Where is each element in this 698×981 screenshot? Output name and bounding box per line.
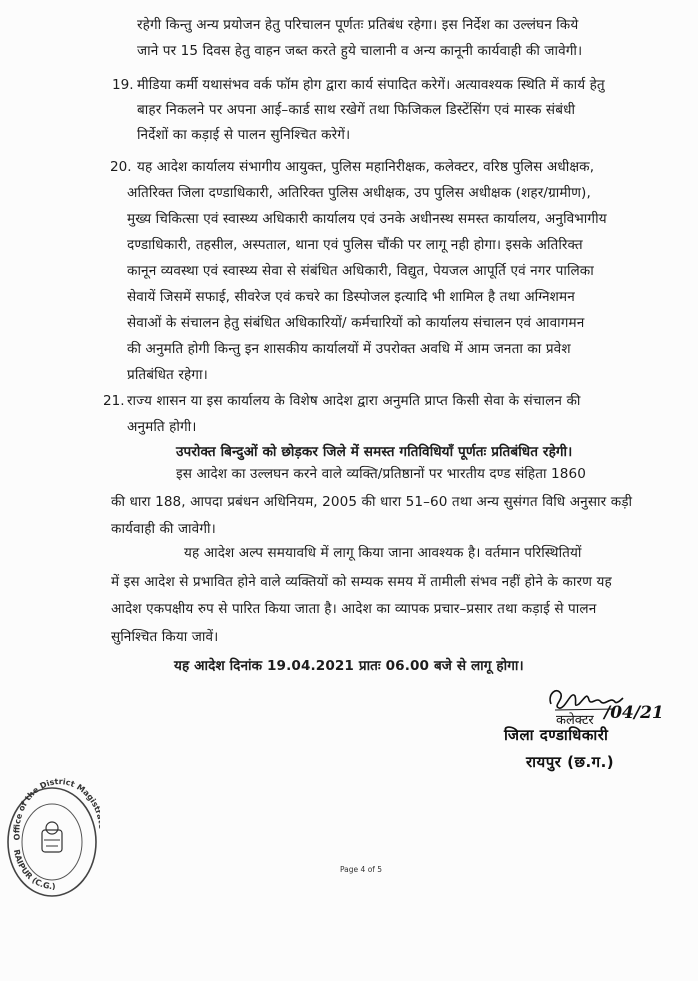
item-number: 20.	[110, 159, 132, 175]
page-number: Page 4 of 5	[340, 865, 383, 874]
body-line: कार्यवाही की जावेगी।	[111, 521, 216, 537]
body-line: राज्य शासन या इस कार्यालय के विशेष आदेश द्वारा अनुमति प्राप्त किसी सेवा के संचालन की	[127, 393, 581, 409]
body-line: अनुमति होगी।	[127, 419, 197, 435]
body-line: कानून व्यवस्था एवं स्वास्थ्य सेवा से संबंधित अधिकारी, विद्युत, पेयजल आपूर्ति एवं नगर पालिका	[127, 263, 594, 279]
body-line: आदेश एकपक्षीय रुप से पारित किया जाता है। आदेश का व्यापक प्रचार–प्रसार तथा कड़ाई से पालन	[111, 601, 597, 617]
body-line: सेवाओं के संचालन हेतु संबंधित अधिकारियों/ कर्मचारियों को कार्यालय संचालन एवं आवागमन	[127, 315, 585, 331]
body-line: सेवायें जिसमें सफाई, सीवरेज एवं कचरे का डिस्पोजल इत्यादि भी शामिल है तथा अग्निशमन	[127, 289, 575, 305]
body-line: बाहर निकलने पर अपना आई–कार्ड साथ रखेगें तथा फिजिकल डिस्टेंसिंग एवं मास्क संबंधी	[137, 102, 576, 118]
body-line: सुनिश्चित किया जावें।	[111, 629, 219, 645]
stamp-place: रायपुर (छ.ग.)	[526, 753, 615, 771]
designation-label: कलेक्टर	[556, 713, 594, 728]
body-line: निर्देशों का कड़ाई से पालन सुनिश्चित करेगें।	[137, 127, 351, 143]
svg-text:RAIPUR (C.G.): RAIPUR (C.G.)	[11, 848, 56, 892]
body-line: रहेगी किन्तु अन्य प्रयोजन हेतु परिचालन पूर्णतः प्रतिबंध रहेगा। इस निर्देश का उल्लंघन किये	[137, 17, 579, 33]
svg-text:Office of the District Magistr: Office of the District Magis	[12, 777, 100, 841]
body-line: मुख्य चिकित्सा एवं स्वास्थ्य अधिकारी कार्यालय एवं उनके अधीनस्थ समस्त कार्यालय, अनुविभागीय	[127, 211, 607, 227]
closing-statement: उपरोक्त बिन्दुओं को छोड़कर जिले में समस्त गतिविधियॉं पूर्णतः प्रतिबंधित रहेगी।	[176, 444, 573, 460]
body-line: में इस आदेश से प्रभावित होने वाले व्यक्तियों को सम्यक समय में तामीली संभव नहीं होने के कारण यह	[111, 574, 612, 590]
handwritten-date: /04/21	[604, 703, 664, 723]
office-seal-image	[2, 770, 100, 900]
body-line: की धारा 188, आपदा प्रबंधन अधिनियम, 2005 की धारा 51–60 तथा अन्य सुसंगत विधि अनुसार कड़ी	[111, 494, 633, 510]
body-line: यह आदेश अल्प समयावधि में लागू किया जाना आवश्यक है। वर्तमान परिस्थितियों	[184, 545, 582, 561]
body-line: इस आदेश का उल्लघन करने वाले व्यक्ति/प्रतिष्ठानों पर भारतीय दण्ड संहिता 1860	[176, 466, 587, 482]
stamp-title: जिला दण्डाधिकारी	[504, 726, 609, 744]
body-line: यह आदेश कार्यालय संभागीय आयुक्त, पुलिस महानिरीक्षक, कलेक्टर, वरिष्ठ पुलिस अधीक्षक,	[137, 159, 595, 175]
body-line: की अनुमति होगी किन्तु इन शासकीय कार्यालयों में उपरोक्त अवधि में आम जनता का प्रवेश	[127, 341, 571, 357]
body-line: मीडिया कर्मी यथासंभव वर्क फॉम होग द्वारा कार्य संपादित करेगें। अत्यावश्यक स्थिति में कार्य हेतु	[137, 77, 605, 93]
body-line: दण्डाधिकारी, तहसील, अस्पताल, थाना एवं पुलिस चौंकी पर लागू नही होगा। इसके अतिरिक्त	[127, 237, 583, 253]
effective-date-line: यह आदेश दिनांक 19.04.2021 प्रातः 06.00 बजे से लागू होगा।	[174, 658, 524, 674]
body-line: अतिरिक्त जिला दण्डाधिकारी, अतिरिक्त पुलिस अधीक्षक, उप पुलिस अधीक्षक (शहर/ग्रामीण),	[127, 185, 591, 201]
item-number: 19.	[112, 77, 134, 93]
item-number: 21.	[103, 393, 125, 409]
body-line: जाने पर 15 दिवस हेतु वाहन जब्त करते हुये चालानी व अन्य कानूनी कार्यवाही की जावेगी।	[137, 43, 583, 59]
body-line: प्रतिबंधित रहेगा।	[127, 367, 208, 383]
